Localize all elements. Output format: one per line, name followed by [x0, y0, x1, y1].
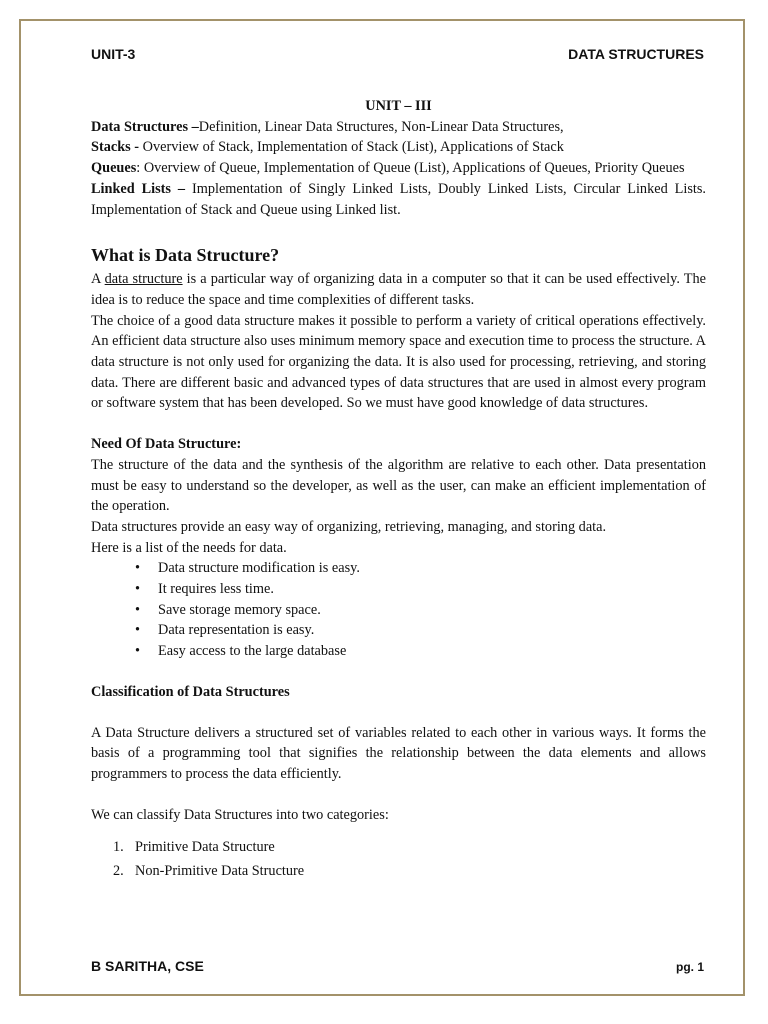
- list-number: 2.: [113, 863, 124, 880]
- syllabus-label: Stacks -: [91, 139, 140, 156]
- spacer: [91, 662, 706, 682]
- what-is-paragraph-1: [91, 269, 706, 310]
- spacer: [91, 414, 706, 434]
- list-item: • Data structure modification is easy.: [91, 558, 706, 579]
- list-item: • It requires less time.: [91, 579, 706, 600]
- header-unit: UNIT-3: [91, 46, 136, 62]
- spacer: [91, 703, 706, 723]
- syllabus-text: Definition, Linear Data Structures, Non-Linear Data Structures,: [198, 118, 564, 135]
- syllabus-label: Linked Lists –: [91, 180, 186, 197]
- what-is-paragraph-2: The choice of a good data structure makes it possible to perform a variety of critical operations effectively. An efficient data structure also uses minimum memory space and execution time to process the structure. A data structure is not only used for organizing the data. It is also used for processing, retrieving, and storing data. There are different basic and advanced types of data structures that are used in almost every program or software system that has been developed. So we must have good knowledge of data structures.: [91, 312, 706, 412]
- need-paragraph-2: Data structures provide an easy way of organizing, retrieving, managing, and storing data.: [91, 518, 607, 535]
- list-item: • Save storage memory space.: [91, 600, 706, 621]
- needs-list: [91, 558, 706, 662]
- data-structure-link[interactable]: data structure: [104, 271, 183, 288]
- header-subject: DATA STRUCTURES: [568, 46, 704, 62]
- need-paragraph-3: Here is a list of the needs for data.: [91, 539, 287, 556]
- footer-page-number: pg. 1: [675, 960, 704, 974]
- syllabus: [91, 117, 706, 221]
- syllabus-queues: [91, 158, 706, 179]
- spacer: [91, 785, 706, 805]
- categories-list: [91, 835, 706, 883]
- syllabus-stacks: [91, 137, 706, 158]
- list-item: [91, 859, 706, 883]
- footer-author: B SARITHA, CSE: [91, 958, 204, 974]
- classification-paragraph-1: A Data Structure delivers a structured set of variables related to each other in various ways. It forms the basis of a programming tool that signifies the relationship between the data elements and allows programmers to process the data efficiently.: [91, 724, 706, 782]
- list-text: Non-Primitive Data Structure: [135, 863, 305, 880]
- list-number: 1.: [113, 839, 124, 856]
- heading-classification: Classification of Data Structures: [91, 683, 290, 700]
- syllabus-text: : Overview of Queue, Implementation of Queue (List), Applications of Queues, Priority Queues: [136, 160, 685, 177]
- syllabus-text: Implementation of Singly Linked Lists, Doubly Linked Lists, Circular Linked Lists. Implementation of Stack and Queue using Linked list.: [91, 180, 706, 218]
- list-item: • Easy access to the large database: [91, 641, 706, 662]
- syllabus-text: Overview of Stack, Implementation of Stack (List), Applications of Stack: [139, 139, 564, 156]
- text: is a particular way of organizing data in a computer so that it can be used effectively. The idea is to reduce the space and time complexities of different tasks.: [91, 271, 706, 308]
- classification-paragraph-2: We can classify Data Structures into two categories:: [91, 806, 389, 823]
- unit-title: UNIT – III: [365, 98, 432, 114]
- need-paragraph-1: The structure of the data and the synthesis of the algorithm are relative to each other. Data presentation must be easy to understand so the developer, as well as the user, can make an efficient implementation of the operation.: [91, 456, 706, 515]
- syllabus-data-structures: [91, 117, 706, 138]
- document-body: [91, 96, 706, 883]
- syllabus-label: Data Structures –: [91, 118, 199, 135]
- heading-need-of-data-structure: Need Of Data Structure:: [91, 436, 242, 453]
- list-text: Primitive Data Structure: [135, 839, 275, 856]
- syllabus-label: Queues: [91, 160, 137, 177]
- heading-what-is-data-structure: What is Data Structure?: [91, 245, 280, 266]
- syllabus-linked-lists: [91, 179, 706, 220]
- text: A: [91, 271, 105, 288]
- list-item: • Data representation is easy.: [91, 620, 706, 641]
- spacer: [91, 825, 706, 835]
- list-item: [91, 835, 706, 859]
